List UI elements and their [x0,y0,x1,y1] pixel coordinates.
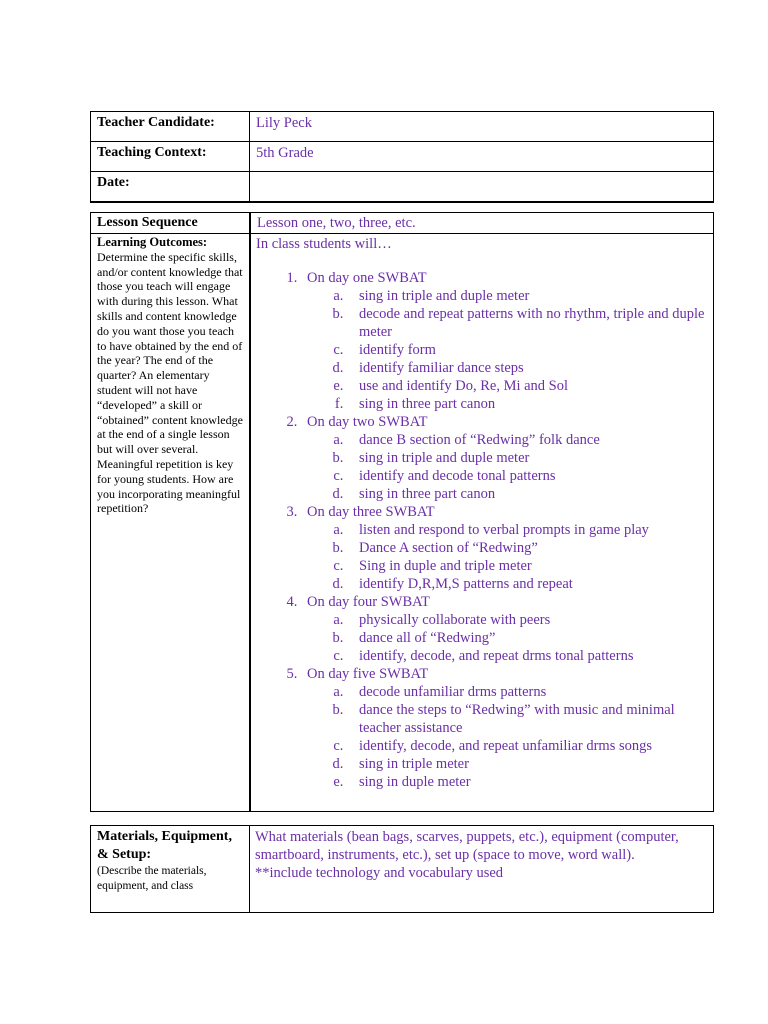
objective-item: b. dance all of “Redwing” [347,629,707,647]
learning-outcomes-cell [91,234,251,812]
day-item [301,593,707,665]
objective-list [307,611,707,665]
date-label: Date: [91,172,250,203]
table-row [91,172,714,203]
objective-list [307,431,707,503]
materials-label-cell [91,826,250,913]
materials-technology-note: **include technology and vocabulary used [255,865,504,881]
day-title: On day three SWBAT [307,504,435,520]
day-item [301,413,707,503]
teacher-candidate-label: Teacher Candidate: [91,112,250,142]
objective-item: f. sing in three part canon [347,395,707,413]
objective-item: d. identify familiar dance steps [347,359,707,377]
objective-item: b. dance the steps to “Redwing” with music and minimal teacher assistance [347,701,707,737]
day-list [256,269,707,791]
table-row [91,142,714,172]
objective-list [307,683,707,791]
materials-note: (Describe the materials, equipment, and class [97,865,207,892]
objective-item: c. identify and decode tonal patterns [347,467,707,485]
objective-item: d. sing in triple meter [347,755,707,773]
objective-item: a. decode unfamiliar drms patterns [347,683,707,701]
objective-item: e. use and identify Do, Re, Mi and Sol [347,377,707,395]
lesson-intro: In class students will… [256,236,392,252]
learning-outcomes-description: Determine the specific skills, and/or content knowledge that those you teach will engage with during this lesson. What skills and content knowledge do you want those you teach to have obtained by the end of the year? The end of the quarter? An elementary student will not have “developed” a skill or “obtained” content knowledge at the end of a single lesson but will over several. Meaningful repetition is key for young students. How are you incorporating meaningful repetition? [97,249,243,516]
table-row [91,213,714,234]
objective-item: c. identify, decode, and repeat drms tonal patterns [347,647,707,665]
objective-item: d. identify D,R,M,S patterns and repeat [347,575,707,593]
day-title: On day two SWBAT [307,414,428,430]
table-row [91,826,714,913]
objective-item: a. sing in triple and duple meter [347,287,707,305]
objective-item: a. listen and respond to verbal prompts in game play [347,521,707,539]
header-info-table [90,111,714,203]
day-item [301,269,707,413]
teaching-context-label: Teaching Context: [91,142,250,172]
materials-value-cell [250,826,714,913]
objective-item: e. sing in duple meter [347,773,707,791]
lesson-plan-cell [250,234,714,812]
lesson-sequence-label: Lesson Sequence [91,213,251,234]
objective-list [307,521,707,593]
objective-item: b. sing in triple and duple meter [347,449,707,467]
lesson-sequence-value: Lesson one, two, three, etc. [250,213,714,234]
objective-item: c. identify, decode, and repeat unfamiliar drms songs [347,737,707,755]
learning-outcomes-title: Learning Outcomes: [97,235,208,249]
objective-item: b. decode and repeat patterns with no rhythm, triple and duple meter [347,305,707,341]
objective-item: c. Sing in duple and triple meter [347,557,707,575]
materials-title: Materials, Equipment, & Setup: [97,829,232,862]
day-title: On day four SWBAT [307,594,430,610]
table-row [91,234,714,812]
objective-item: a. dance B section of “Redwing” folk dance [347,431,707,449]
objective-item: a. physically collaborate with peers [347,611,707,629]
objective-item: b. Dance A section of “Redwing” [347,539,707,557]
lesson-sequence-table [90,212,714,812]
teaching-context-value: 5th Grade [250,142,714,172]
objective-list [307,287,707,413]
date-value [250,172,714,203]
day-item [301,503,707,593]
day-item [301,665,707,791]
materials-table [90,825,714,913]
day-title: On day one SWBAT [307,270,427,286]
objective-item: c. identify form [347,341,707,359]
teacher-candidate-value: Lily Peck [250,112,714,142]
table-row [91,112,714,142]
day-title: On day five SWBAT [307,666,429,682]
materials-description: What materials (bean bags, scarves, puppets, etc.), equipment (computer, smartboard, instruments, etc.), set up (space to move, word wall). [255,829,679,863]
objective-item: d. sing in three part canon [347,485,707,503]
